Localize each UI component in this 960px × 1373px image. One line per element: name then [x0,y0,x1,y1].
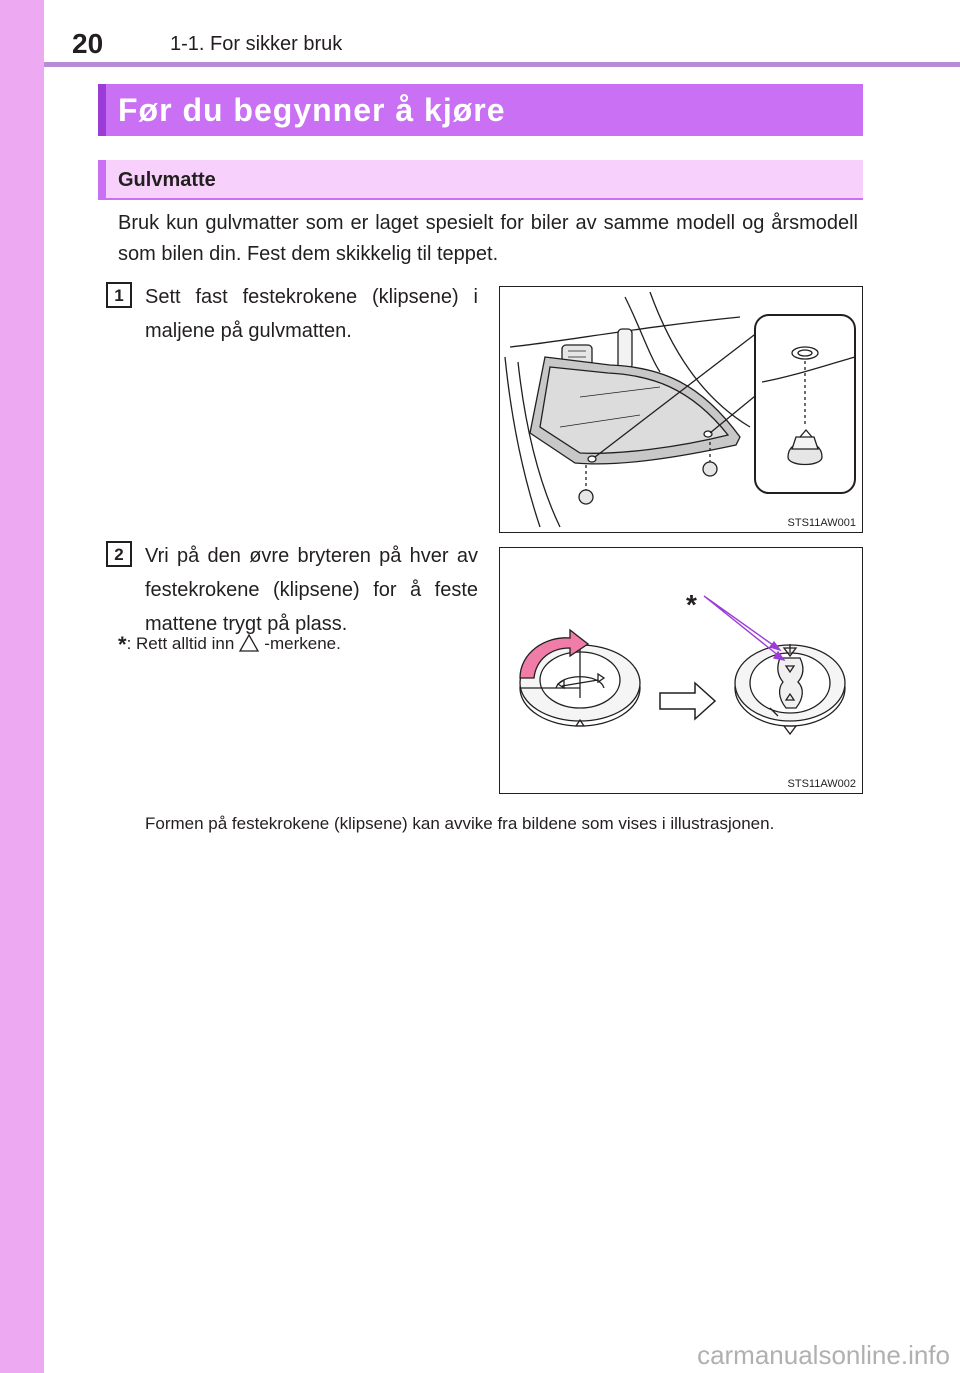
step-1-number: 1 [106,282,132,308]
figure-1-code: STS11AW001 [787,517,856,529]
step-2-number: 2 [106,541,132,567]
note-marker: * [118,632,127,657]
outro-paragraph: Formen på festekrokene (klipsene) kan avvike fra bildene som vises i illustrasjonen. [145,814,775,833]
side-strip [0,0,44,1373]
figure-floor-mat [499,286,863,533]
chapter-title: 1-1. For sikker bruk [170,33,343,55]
note-prefix: : Rett alltid inn [126,634,235,653]
subsection-title: Gulvmatte [118,169,216,191]
clip-rotation-illustration [500,548,864,795]
figure-clip-rotation [499,547,863,794]
step-2-text: Vri på den øvre bryteren på hver av festekrokene (klipsene) for å feste mattene trygt på plass. [145,545,478,635]
watermark: carmanualsonline.info [697,1340,950,1370]
subsection-bar [98,160,863,200]
figure-2-star: * [686,589,697,620]
step-1-text: Sett fast festekrokene (klipsene) i maljene på gulvmatten. [145,286,478,342]
triangle-mark-icon [238,633,260,653]
intro-paragraph: Bruk kun gulvmatter som er laget spesielt for biler av samme modell og årsmodell som bilen din. Fest dem skikkelig til teppet. [118,212,858,265]
section-banner [98,84,863,136]
note-suffix: -merkene. [264,634,341,653]
page-number: 20 [72,28,104,59]
section-title: Før du begynner å kjøre [118,92,506,128]
note-line [118,632,341,658]
floor-mat-illustration [500,287,864,534]
header-divider [44,62,960,67]
figure-2-code: STS11AW002 [787,778,856,790]
